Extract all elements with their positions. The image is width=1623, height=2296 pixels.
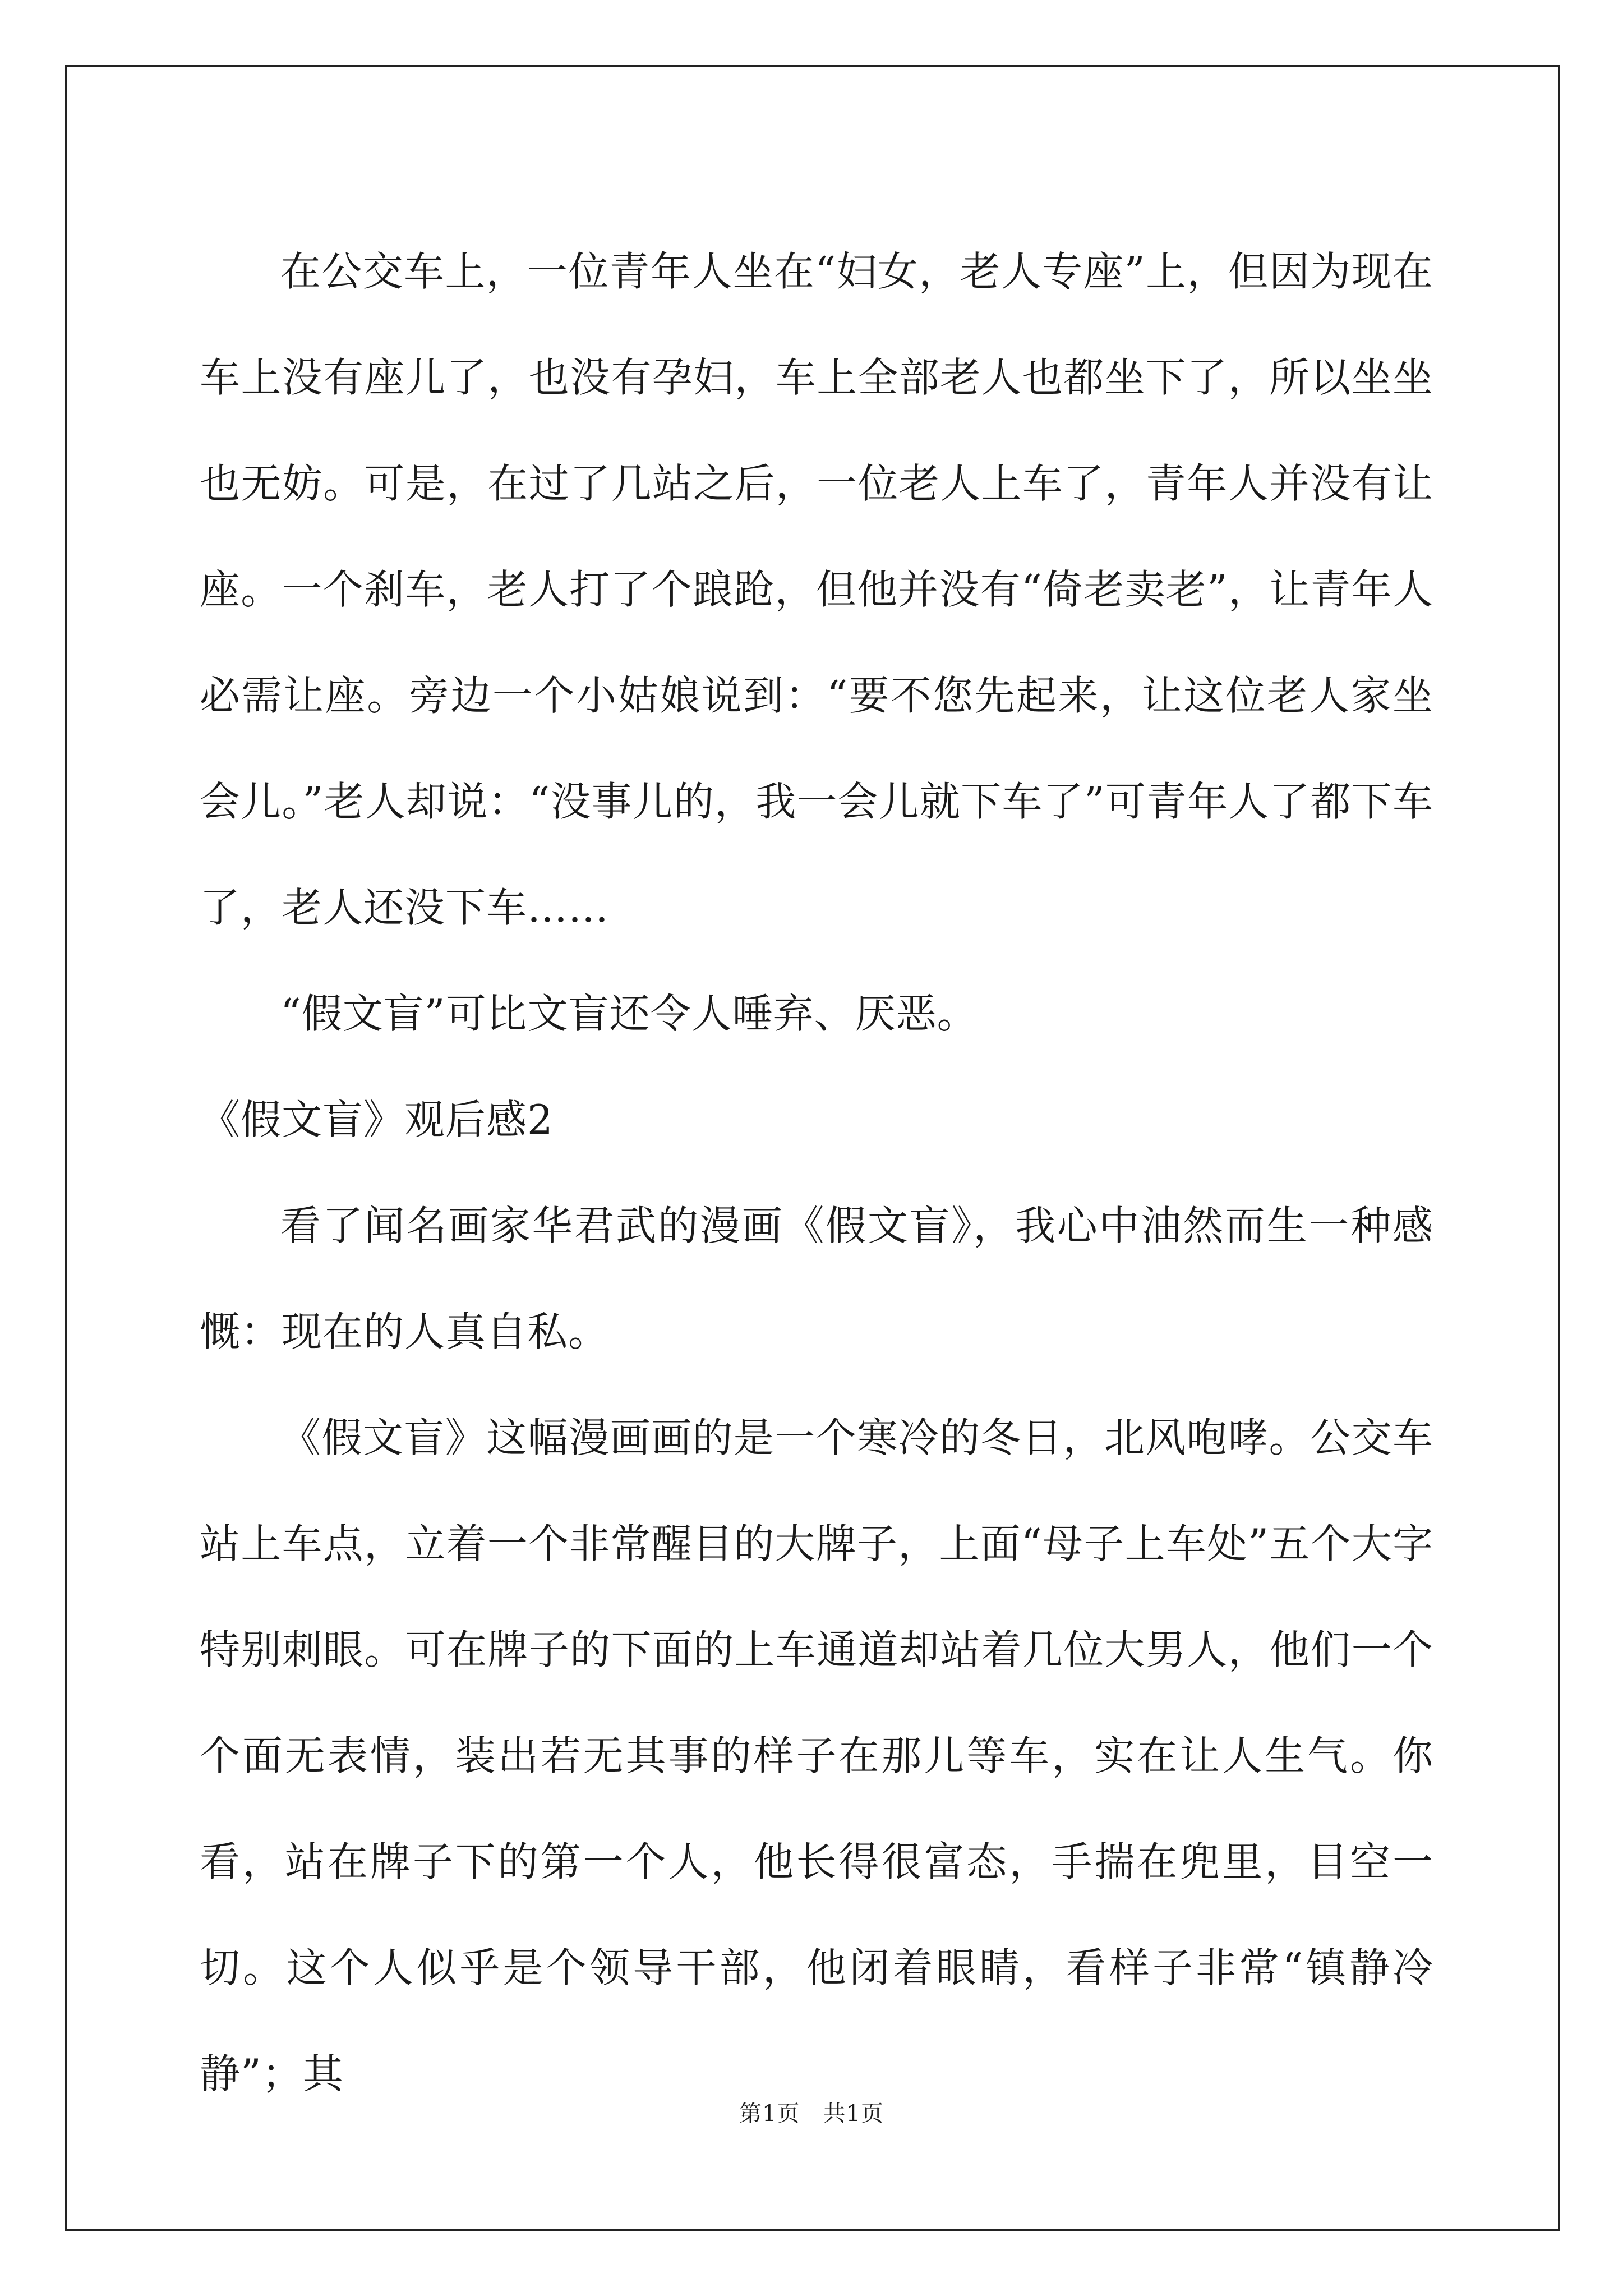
paragraph-bus-story: 在公交车上，一位青年人坐在“妇女，老人专座”上，但因为现在车上没有座儿了，也没有孕妇，车上全部老人也都坐下了，所以坐坐也无妨。可是，在过了几站之后，一位老人上车了，青年人并没有让座。一个刹车，老人打了个踉跄，但他并没有“倚老卖老”，让青年人必需让座。旁边一个小姑娘说到：“要不您先起来，让这位老人家坐会儿。”老人却说：“没事儿的，我一会儿就下车了”可青年人了都下车了，老人还没下车…… [200,248,1433,931]
paragraph-conclusion: “假文盲”可比文盲还令人唾弃、厌恶。 [280,990,978,1037]
paragraph-description: 《假文盲》这幅漫画画的是一个寒冷的冬日，北风咆哮。公交车站上车点，立着一个非常醒目的大牌子，上面“母子上车处”五个大字特别刺眼。可在牌子的下面的上车通道却站着几位大男人，他们一个个面无表情，装出若无其事的样子在那儿等车，实在让人生气。你看，站在牌子下的第一个人，他长得很富态，手揣在兜里，目空一切。这个人似乎是个领导干部，他闭着眼睛，看样子非常“镇静冷静”；其 [200,1414,1433,2097]
page-footer: 第1页 共1页 [739,2101,884,2127]
paragraph-intro: 看了闻名画家华君武的漫画《假文盲》，我心中油然而生一种感慨：现在的人真自私。 [200,1202,1433,1355]
document-body [200,219,1433,2127]
section-title: 《假文盲》观后感2 [200,1096,554,1143]
